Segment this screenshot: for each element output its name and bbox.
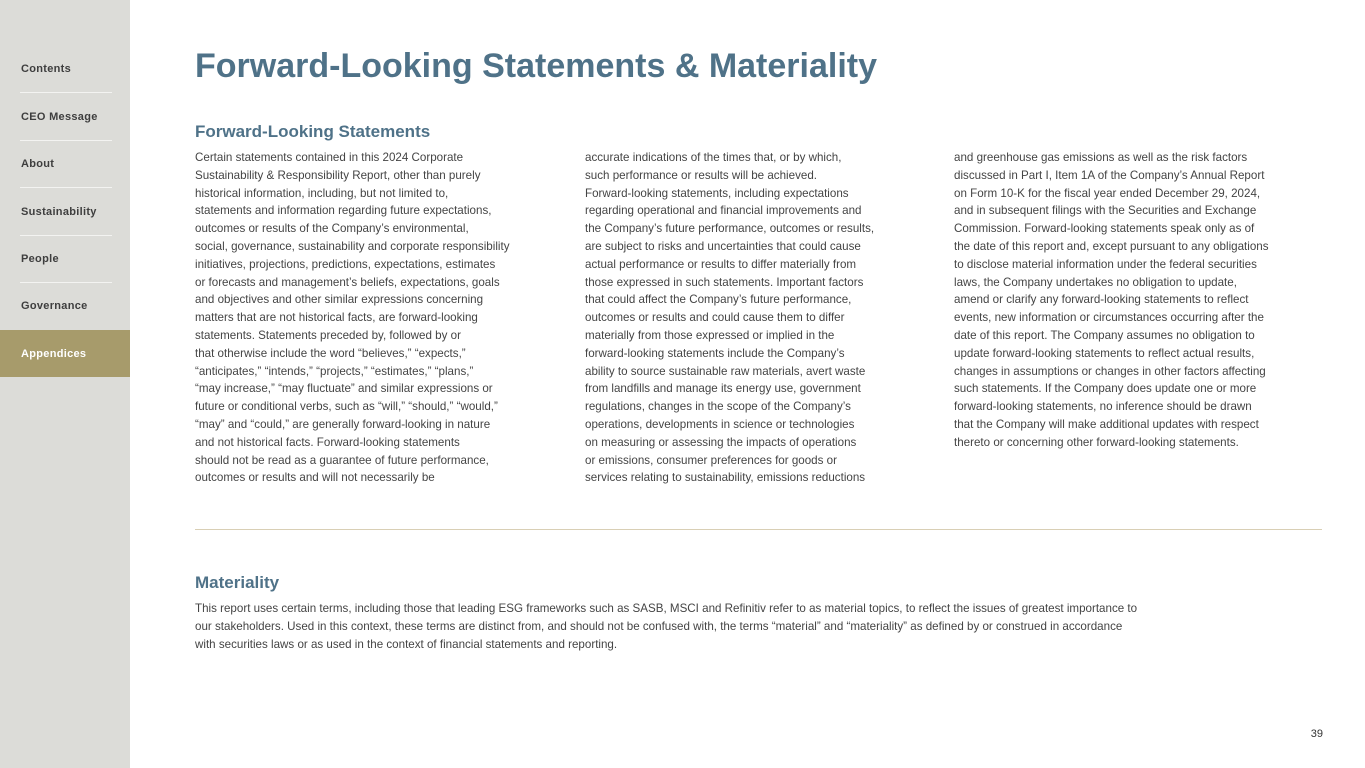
- text-line: Commission. Forward-looking statements speak only as of: [954, 222, 1255, 236]
- sidebar-item-about[interactable]: About: [21, 157, 55, 170]
- sidebar-item-people[interactable]: People: [21, 252, 59, 265]
- text-line: with securities laws or as used in the context of financial statements and reporting.: [195, 638, 618, 651]
- text-line: and in subsequent filings with the Securities and Exchange: [954, 204, 1257, 218]
- text-line: the Company’s future performance, outcomes or results,: [585, 222, 875, 236]
- text-line: “anticipates,” “intends,” “projects,” “estimates,” “plans,”: [195, 364, 474, 378]
- text-line: “may” and “could,” are generally forward-looking in nature: [195, 417, 491, 431]
- text-line: changes in assumptions or changes in other factors affecting: [954, 364, 1266, 378]
- materiality-heading: Materiality: [195, 573, 280, 592]
- text-column-3: [954, 149, 1269, 452]
- text-line: Certain statements contained in this 2024 Corporate: [195, 151, 464, 164]
- text-line: such performance or results will be achieved.: [585, 168, 817, 182]
- text-line: Sustainability & Responsibility Report, other than purely: [195, 168, 481, 182]
- text-line: “may increase,” “may fluctuate” and similar expressions or: [195, 382, 493, 396]
- text-line: that otherwise include the word “believes,” “expects,”: [195, 346, 466, 360]
- text-line: amend or clarify any forward-looking statements to reflect: [954, 293, 1249, 307]
- text-line: outcomes or results and will not necessarily be: [195, 471, 435, 485]
- text-line: thereto or concerning other forward-looking statements.: [954, 435, 1239, 449]
- text-line: should not be read as a guarantee of future performance,: [195, 453, 489, 467]
- text-line: ability to source sustainable raw materials, avert waste: [585, 364, 866, 378]
- text-line: matters that are not historical facts, are forward-looking: [195, 311, 478, 325]
- text-line: and greenhouse gas emissions as well as the risk factors: [954, 151, 1248, 164]
- sidebar-item-governance[interactable]: Governance: [21, 299, 88, 312]
- text-line: statements. Statements preceded by, followed by or: [195, 328, 461, 342]
- text-line: and objectives and other similar expressions concerning: [195, 293, 484, 307]
- materiality-paragraph: [195, 600, 1137, 654]
- section-divider: [195, 529, 1322, 530]
- text-line: on Form 10-K for the fiscal year ended December 29, 2024,: [954, 186, 1261, 200]
- page-title: Forward-Looking Statements & Materiality: [195, 47, 877, 85]
- forward-looking-heading: Forward-Looking Statements: [195, 122, 431, 141]
- text-line: from landfills and manage its energy use, government: [585, 382, 861, 396]
- sidebar-nav: [0, 0, 130, 768]
- text-line: or forecasts and management’s beliefs, expectations, goals: [195, 275, 500, 289]
- text-line: or emissions, consumer preferences for goods or: [585, 453, 837, 467]
- text-line: operations, developments in science or technologies: [585, 417, 855, 431]
- text-line: accurate indications of the times that, or by which,: [585, 151, 842, 164]
- text-line: discussed in Part I, Item 1A of the Company’s Annual Report: [954, 168, 1265, 182]
- text-line: to disclose material information under the federal securities: [954, 257, 1257, 271]
- text-line: update forward-looking statements to reflect actual results,: [954, 346, 1255, 360]
- text-line: statements and information regarding future expectations,: [195, 204, 492, 218]
- text-line: social, governance, sustainability and corporate responsibility: [195, 239, 510, 253]
- text-line: forward-looking statements, no inference should be drawn: [954, 400, 1252, 414]
- text-line: are subject to risks and uncertainties that could cause: [585, 239, 861, 253]
- text-line: actual performance or results to differ materially from: [585, 257, 857, 271]
- sidebar-item-contents[interactable]: Contents: [21, 62, 72, 75]
- sidebar-item-sustainability[interactable]: Sustainability: [21, 205, 97, 218]
- text-line: Forward-looking statements, including expectations: [585, 186, 849, 200]
- text-line: initiatives, projections, predictions, expectations, estimates: [195, 257, 496, 271]
- text-line: date of this report. The Company assumes no obligation to: [954, 328, 1255, 342]
- text-line: services relating to sustainability, emissions reductions: [585, 471, 866, 485]
- text-line: materially from those expressed or implied in the: [585, 328, 835, 342]
- text-line: that the Company will make additional updates with respect: [954, 417, 1259, 431]
- sidebar-item-ceo-message[interactable]: CEO Message: [21, 110, 98, 123]
- text-line: and not historical facts. Forward-looking statements: [195, 435, 460, 449]
- text-line: outcomes or results of the Company’s environmental,: [195, 222, 469, 236]
- text-column-1: [195, 149, 510, 487]
- text-line: such statements. If the Company does update one or more: [954, 382, 1257, 396]
- text-line: outcomes or results and could cause them to differ: [585, 311, 845, 325]
- text-line: regulations, changes in the scope of the Company’s: [585, 400, 851, 414]
- text-line: future or conditional verbs, such as “will,” “should,” “would,”: [195, 400, 498, 414]
- text-line: events, new information or circumstances occurring after the: [954, 311, 1264, 325]
- text-column-2: [585, 149, 874, 487]
- sidebar-item-appendices[interactable]: Appendices: [0, 330, 130, 377]
- text-line: our stakeholders. Used in this context, these terms are distinct from, and should not be confused with, the terms “material” and “materiality” as defined by or construed in accordance: [195, 620, 1123, 633]
- text-line: forward-looking statements include the Company’s: [585, 346, 845, 360]
- text-line: that could affect the Company’s future performance,: [585, 293, 852, 307]
- text-line: laws, the Company undertakes no obligation to update,: [954, 275, 1237, 289]
- page-number: 39: [1310, 728, 1323, 740]
- text-line: regarding operational and financial improvements and: [585, 204, 862, 218]
- text-line: the date of this report and, except pursuant to any obligations: [954, 239, 1269, 253]
- text-line: those expressed in such statements. Important factors: [585, 275, 864, 289]
- text-line: on measuring or assessing the impacts of operations: [585, 435, 857, 449]
- text-line: This report uses certain terms, including those that leading ESG frameworks such as SASB, MSCI and Refinitiv refer to as material topics, to reflect the issues of greatest importance to: [195, 602, 1138, 615]
- text-line: historical information, including, but not limited to,: [195, 186, 449, 200]
